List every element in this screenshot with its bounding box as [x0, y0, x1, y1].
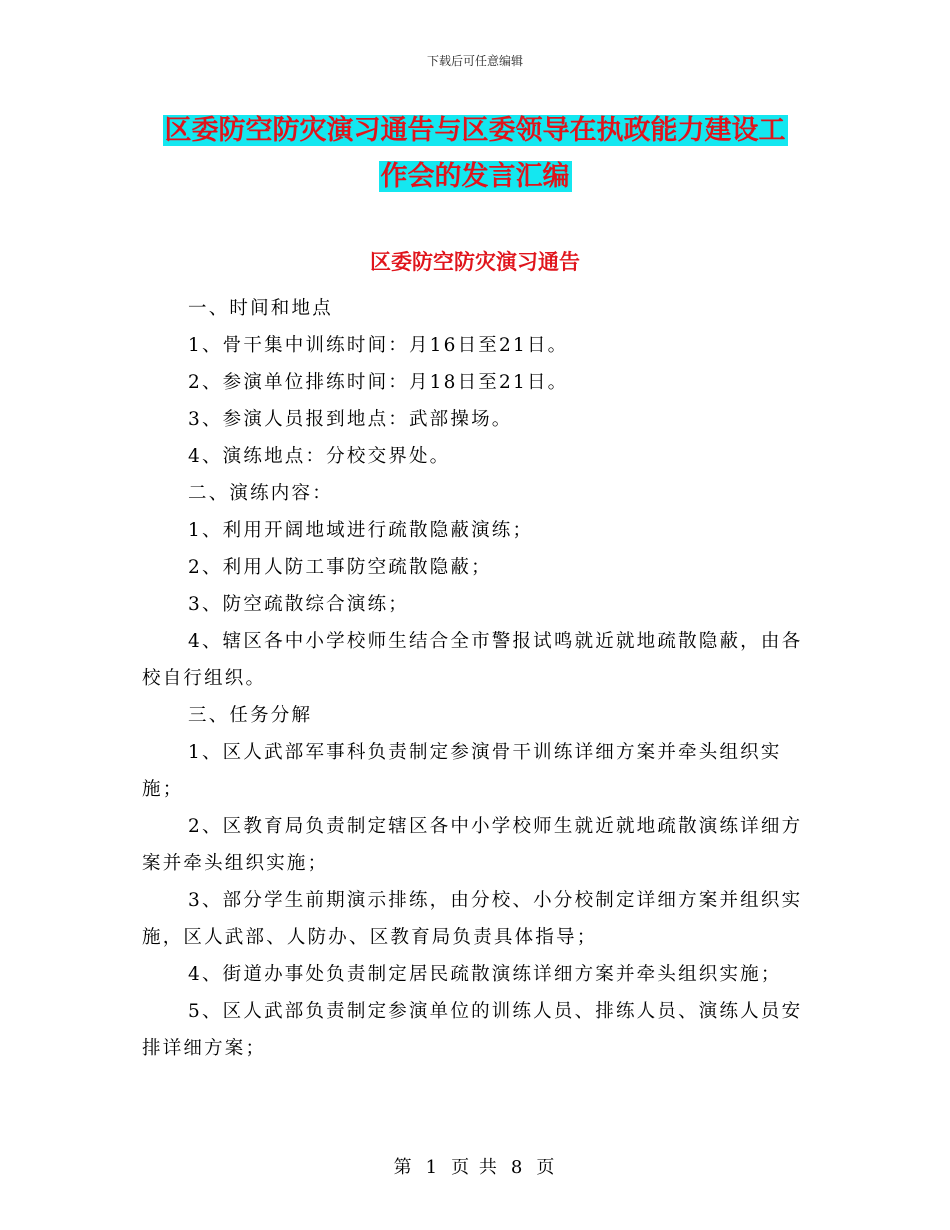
paragraph: 4、辖区各中小学校师生结合全市警报试鸣就近就地疏散隐蔽，由各校自行组织。 — [142, 631, 803, 689]
paragraph: 三、任务分解 — [188, 705, 313, 726]
paragraph: 1、利用开阔地域进行疏散隐蔽演练； — [188, 520, 534, 541]
page-footer — [0, 1153, 950, 1179]
footer-label-mid: 页 共 — [451, 1157, 499, 1178]
page-number: 1 — [425, 1157, 440, 1178]
title-line-1: 区委防空防灾演习通告与区委领导在执政能力建设工 — [164, 115, 786, 146]
title-line-2: 作会的发言汇编 — [380, 161, 570, 192]
paragraph: 1、区人武部军事科负责制定参演骨干训练详细方案并牵头组织实施； — [142, 742, 782, 800]
paragraph: 4、演练地点：分校交界处。 — [188, 446, 451, 467]
paragraph: 3、参演人员报到地点：武部操场。 — [188, 409, 513, 430]
header-note: 下载后可任意编辑 — [426, 54, 523, 68]
paragraph: 5、区人武部负责制定参演单位的训练人员、排练人员、演练人员安排详细方案； — [142, 1001, 803, 1059]
footer-label-pre: 第 — [393, 1157, 414, 1178]
paragraph: 1、骨干集中训练时间：月16日至21日。 — [188, 335, 569, 356]
paragraph: 3、防空疏散综合演练； — [188, 594, 409, 615]
body-text — [142, 290, 810, 1067]
total-pages: 8 — [510, 1157, 525, 1178]
section-title: 区委防空防灾演习通告 — [370, 250, 580, 274]
document-title — [0, 108, 950, 200]
paragraph: 3、部分学生前期演示排练，由分校、小分校制定详细方案并组织实施，区人武部、人防办、区教育局负责具体指导； — [142, 890, 803, 948]
paragraph: 二、演练内容： — [188, 483, 333, 504]
paragraph: 4、街道办事处负责制定居民疏散演练详细方案并牵头组织实施； — [188, 964, 782, 985]
footer-label-post: 页 — [536, 1157, 557, 1178]
paragraph: 2、区教育局负责制定辖区各中小学校师生就近就地疏散演练详细方案并牵头组织实施； — [142, 816, 803, 874]
paragraph: 2、利用人防工事防空疏散隐蔽； — [188, 557, 492, 578]
paragraph: 一、时间和地点 — [188, 298, 333, 319]
paragraph: 2、参演单位排练时间：月18日至21日。 — [188, 372, 569, 393]
